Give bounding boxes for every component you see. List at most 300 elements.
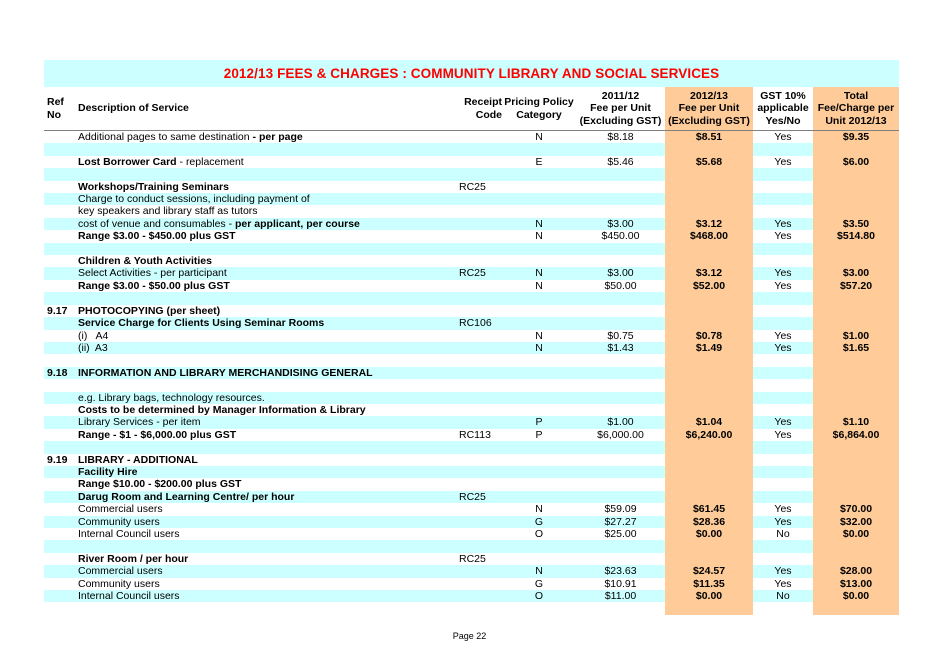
cell-fee-2012 [665,292,753,304]
cell-receipt-code [459,131,504,143]
header-description: Description of Service [78,102,189,115]
cell-pricing-category [504,305,574,317]
cell-receipt-code [459,168,504,180]
cell-receipt-code [459,280,504,292]
cell-gst [753,602,813,614]
cell-fee-2012 [665,540,753,552]
description-bold-lead: Workshops/Training Seminars [78,180,229,193]
cell-fee-2012 [665,466,753,478]
cell-pricing-category [504,317,574,329]
cell-fee-2011: $10.91 [604,577,637,590]
description-text: Select Activities - per participant [78,267,227,280]
cell-fee-2011 [576,193,665,205]
cell-pricing-category: N [535,279,543,292]
table-row [44,528,899,540]
cell-description [78,578,458,590]
cell-gst [753,540,813,552]
header-gst: GST 10% applicable Yes/No [757,89,809,127]
cell-fee-2012 [665,354,753,366]
cell-total: $1.10 [842,416,870,429]
cell-pricing-category: N [535,329,543,342]
page-number: Page 22 [452,631,487,641]
cell-pricing-category [504,392,574,404]
cell-fee-2011 [576,181,665,193]
cell-receipt-code [459,602,504,614]
cell-fee-2011: $11.00 [604,590,637,603]
cell-fee-2012 [665,367,753,379]
cell-receipt-code [459,416,504,428]
header-receipt-code: Receipt Code [464,96,502,121]
cell-fee-2011 [576,205,665,217]
cell-ref [47,156,77,168]
cell-ref [47,379,77,391]
cell-fee-2011 [576,317,665,329]
description-bold-tail: per applicant, per course [235,217,360,230]
cell-fee-2012: $468.00 [690,230,728,243]
cell-pricing-category: N [535,565,543,578]
cell-description [78,491,458,503]
cell-total [813,404,899,416]
cell-description [78,478,458,490]
cell-receipt-code [459,243,504,255]
cell-receipt-code [459,342,504,354]
cell-total [813,491,899,503]
cell-gst [753,404,813,416]
description-text: Additional pages to same destination [78,131,250,143]
cell-gst [753,243,813,255]
cell-fee-2012 [665,392,753,404]
cell-pricing-category [504,454,574,466]
cell-fee-2011 [576,466,665,478]
cell-description [78,553,458,565]
table-row [44,602,899,614]
cell-total: $3.50 [842,217,870,230]
table-row [44,292,899,304]
cell-gst: Yes [774,131,792,143]
cell-pricing-category: O [534,590,544,603]
description-text: key speakers and library staff as tutors [78,205,258,218]
cell-receipt-code [459,330,504,342]
description-bold-lead: Range $10.00 - $200.00 plus GST [78,478,242,491]
cell-gst [753,292,813,304]
cell-receipt-code [459,367,504,379]
cell-description [78,342,458,354]
cell-gst: No [776,528,790,540]
cell-pricing-category [504,193,574,205]
cell-fee-2012 [665,441,753,453]
cell-receipt-code [459,292,504,304]
table-row [44,280,899,292]
cell-pricing-category: G [534,577,544,590]
cell-fee-2012: $6,240.00 [685,428,733,441]
cell-description [78,466,458,478]
cell-gst [753,379,813,391]
cell-ref [47,342,77,354]
table-row [44,131,899,143]
cell-ref [47,602,77,614]
cell-fee-2012 [665,454,753,466]
cell-receipt-code [459,255,504,267]
cell-description [78,181,458,193]
cell-total: $57.20 [839,279,873,292]
table-row [44,590,899,602]
cell-fee-2011: $8.18 [607,131,634,143]
cell-pricing-category: O [534,528,544,540]
cell-pricing-category [504,540,574,552]
cell-gst: Yes [774,217,792,230]
cell-fee-2012 [665,379,753,391]
cell-pricing-category: N [535,131,543,143]
cell-fee-2012 [665,255,753,267]
cell-total [813,317,899,329]
cell-total [813,602,899,614]
cell-gst: Yes [774,565,792,578]
table-body [44,131,899,615]
cell-gst [753,255,813,267]
table-row [44,305,899,317]
description-bold-lead: Facility Hire [78,465,138,478]
cell-pricing-category [504,466,574,478]
cell-gst: Yes [774,155,792,168]
cell-receipt-code [459,478,504,490]
cell-pricing-category [504,367,574,379]
cell-pricing-category [504,441,574,453]
cell-gst: Yes [774,279,792,292]
cell-receipt-code [459,454,504,466]
cell-description [78,243,458,255]
cell-fee-2011: $59.09 [604,503,637,516]
cell-fee-2011 [576,305,665,317]
table-row [44,503,899,515]
cell-gst [753,317,813,329]
cell-fee-2011 [576,491,665,503]
cell-description [78,404,458,416]
cell-fee-2011 [576,602,665,614]
description-text: Commercial users [78,565,163,578]
cell-fee-2012: $0.00 [695,528,723,540]
cell-fee-2012 [665,491,753,503]
cell-total [813,193,899,205]
cell-gst [753,392,813,404]
cell-description [78,602,458,614]
cell-ref [47,392,77,404]
description-text: Internal Council users [78,590,180,603]
cell-fee-2011: $6,000.00 [597,428,644,441]
cell-ref [47,590,77,602]
table-row [44,354,899,366]
description-bold-lead: Lost Borrower Card [78,155,177,168]
cell-total: $0.00 [842,590,870,603]
cell-total: $0.00 [842,528,870,540]
cell-total [813,466,899,478]
cell-total: $1.65 [842,341,870,354]
cell-total [813,205,899,217]
cell-description [78,416,458,428]
cell-receipt-code: RC113 [459,428,491,441]
cell-fee-2012: $1.49 [695,341,723,354]
cell-fee-2012 [665,553,753,565]
table-row [44,516,899,528]
cell-pricing-category [504,354,574,366]
cell-fee-2011: $450.00 [601,230,640,243]
cell-ref [47,503,77,515]
header-fee-2011: 2011/12 Fee per Unit (Excluding GST) [579,89,662,127]
description-bold-lead: River Room / per hour [78,552,189,565]
cell-gst [753,553,813,565]
cell-ref [47,181,77,193]
cell-ref: 9.19 [47,453,68,466]
cell-total [813,243,899,255]
cell-fee-2012: $0.78 [695,329,723,342]
cell-fee-2012 [665,305,753,317]
cell-fee-2011: $25.00 [604,528,637,540]
cell-fee-2011 [576,243,665,255]
cell-ref [47,292,77,304]
cell-description [78,379,458,391]
cell-gst: No [776,590,790,603]
cell-description [78,280,458,292]
cell-ref [47,429,77,441]
cell-receipt-code: RC25 [459,180,486,193]
cell-receipt-code [459,230,504,242]
table-row [44,342,899,354]
cell-pricing-category [504,602,574,614]
cell-receipt-code [459,193,504,205]
cell-ref [47,243,77,255]
cell-total [813,168,899,180]
cell-ref [47,540,77,552]
cell-total: $9.35 [842,131,870,143]
cell-total: $3.00 [842,267,870,280]
cell-fee-2011 [576,478,665,490]
cell-ref [47,578,77,590]
description-bold-tail: - per page [249,131,303,143]
table-row [44,218,899,230]
cell-fee-2012: $0.00 [695,590,723,603]
cell-fee-2012 [665,602,753,614]
description-text: (ii) A3 [78,341,108,354]
cell-receipt-code: RC25 [459,552,486,565]
cell-description [78,292,458,304]
table-row [44,578,899,590]
cell-pricing-category [504,491,574,503]
cell-ref [47,131,77,143]
cell-gst: Yes [774,416,792,429]
cell-ref [47,330,77,342]
cell-fee-2012 [665,193,753,205]
cell-total: $6,864.00 [832,428,880,441]
cell-description [78,255,458,267]
table-row [44,156,899,168]
cell-ref [47,193,77,205]
cell-fee-2011 [576,441,665,453]
cell-pricing-category: N [535,341,543,354]
table-row [44,404,899,416]
cell-receipt-code [459,578,504,590]
cell-fee-2012 [665,205,753,217]
cell-pricing-category [504,379,574,391]
cell-receipt-code: RC25 [459,490,486,503]
cell-ref [47,466,77,478]
cell-gst: Yes [774,515,792,528]
cell-pricing-category [504,553,574,565]
cell-description [78,193,458,205]
description-text: e.g. Library bags, technology resources. [78,391,265,404]
cell-description [78,516,458,528]
cell-fee-2011: $3.00 [607,267,634,280]
cell-gst [753,181,813,193]
cell-gst [753,367,813,379]
cell-gst [753,491,813,503]
cell-gst [753,168,813,180]
description-bold-lead: INFORMATION AND LIBRARY MERCHANDISING GENERAL [78,366,373,379]
cell-fee-2011 [576,354,665,366]
cell-total [813,305,899,317]
description-text: Charge to conduct sessions, including payment of [78,193,310,206]
cell-description [78,590,458,602]
cell-pricing-category: N [535,230,543,243]
cell-gst [753,454,813,466]
cell-receipt-code [459,441,504,453]
table-row [44,205,899,217]
cell-ref [47,168,77,180]
cell-ref [47,317,77,329]
cell-total: $70.00 [839,503,873,516]
cell-pricing-category: P [535,428,543,441]
cell-description [78,392,458,404]
table-row [44,181,899,193]
cell-receipt-code [459,565,504,577]
cell-ref: 9.17 [47,304,68,317]
cell-total [813,354,899,366]
cell-fee-2012: $28.36 [692,515,726,528]
cell-ref [47,478,77,490]
cell-pricing-category [504,255,574,267]
cell-gst [753,466,813,478]
cell-description [78,354,458,366]
cell-ref [47,205,77,217]
cell-gst: Yes [774,267,792,280]
cell-ref [47,218,77,230]
cell-description [78,454,458,466]
table-row [44,330,899,342]
cell-description [78,429,458,441]
cell-fee-2011: $1.43 [607,341,634,354]
cell-pricing-category: E [535,155,543,168]
cell-gst [753,305,813,317]
table-row [44,491,899,503]
cell-pricing-category: G [534,515,544,528]
cell-fee-2012: $11.35 [693,577,725,590]
cell-description [78,441,458,453]
cell-fee-2011: $5.46 [607,155,634,168]
table-row [44,143,899,155]
cell-receipt-code [459,379,504,391]
cell-description [78,218,458,230]
cell-receipt-code: RC25 [459,267,486,280]
cell-receipt-code [459,516,504,528]
table-row [44,565,899,577]
table-row [44,540,899,552]
cell-total [813,255,899,267]
cell-receipt-code [459,503,504,515]
cell-description [78,230,458,242]
cell-gst: Yes [774,503,792,516]
table-row [44,478,899,490]
description-bold-lead: Range - $1 - $6,000.00 plus GST [78,428,237,441]
cell-ref [47,267,77,279]
cell-gst: Yes [774,329,792,342]
table-row [44,429,899,441]
cell-total: $1.00 [842,329,870,342]
cell-total: $6.00 [842,155,870,168]
cell-pricing-category [504,205,574,217]
cell-receipt-code [459,143,504,155]
cell-receipt-code [459,540,504,552]
table-row [44,317,899,329]
table-row [44,367,899,379]
cell-fee-2011 [576,292,665,304]
cell-ref [47,565,77,577]
cell-receipt-code: RC106 [459,317,492,330]
cell-fee-2012 [665,143,753,155]
cell-total [813,181,899,193]
description-text: cost of venue and consumables - [78,217,236,230]
cell-ref [47,404,77,416]
table-row [44,193,899,205]
table-row [44,454,899,466]
cell-ref: 9.18 [47,366,68,379]
cell-pricing-category [504,404,574,416]
cell-fee-2012: $24.57 [692,565,726,578]
cell-total [813,454,899,466]
description-bold-lead: Service Charge for Clients Using Seminar Rooms [78,317,325,330]
cell-fee-2012 [665,243,753,255]
description-bold-lead: Darug Room and Learning Centre/ per hour [78,490,295,503]
cell-fee-2012: $3.12 [695,217,723,230]
cell-description [78,156,458,168]
description-text: Internal Council users [78,528,180,540]
cell-description [78,503,458,515]
table-row [44,466,899,478]
cell-total [813,540,899,552]
cell-gst [753,143,813,155]
cell-total [813,392,899,404]
cell-fee-2012 [665,181,753,193]
table-row [44,230,899,242]
table-row [44,255,899,267]
cell-pricing-category [504,168,574,180]
cell-gst [753,354,813,366]
cell-fee-2011 [576,367,665,379]
cell-fee-2012 [665,317,753,329]
cell-description [78,317,458,329]
cell-fee-2011: $50.00 [604,279,637,292]
cell-pricing-category [504,243,574,255]
description-bold-lead: LIBRARY - ADDITIONAL [78,453,198,466]
cell-fee-2011: $0.75 [607,329,634,342]
cell-total [813,367,899,379]
cell-fee-2012: $3.12 [695,267,723,280]
cell-fee-2012: $52.00 [692,279,726,292]
header-ref: Ref No [47,96,64,121]
cell-description [78,367,458,379]
cell-gst [753,193,813,205]
cell-ref [47,441,77,453]
cell-gst: Yes [774,230,792,243]
cell-total [813,441,899,453]
cell-fee-2012: $8.51 [695,131,723,143]
